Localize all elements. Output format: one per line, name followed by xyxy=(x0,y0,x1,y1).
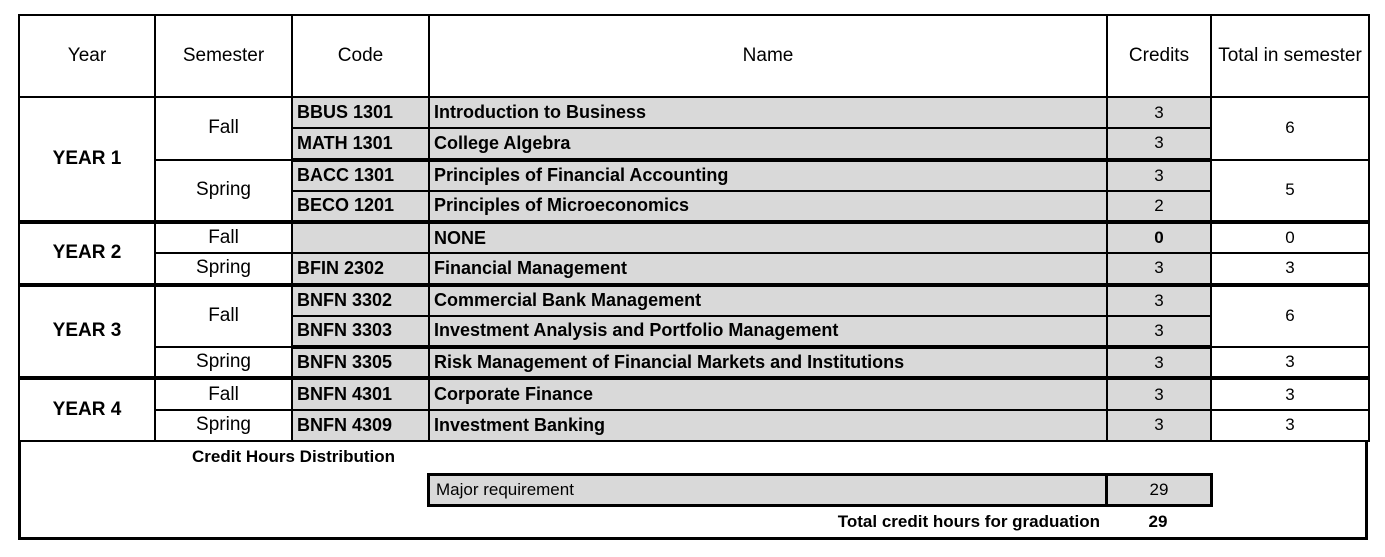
semester-cell: Spring xyxy=(155,347,292,378)
semester-total: 3 xyxy=(1211,347,1369,378)
course-name: Principles of Financial Accounting xyxy=(429,160,1107,191)
course-name: Investment Analysis and Portfolio Management xyxy=(429,316,1107,347)
table-row xyxy=(19,285,1369,316)
course-code: BNFN 3305 xyxy=(292,347,429,378)
course-code: BNFN 4309 xyxy=(292,410,429,441)
semester-total: 3 xyxy=(1211,378,1369,409)
course-name: Corporate Finance xyxy=(429,378,1107,409)
header-semester: Semester xyxy=(155,15,292,97)
year-cell: YEAR 3 xyxy=(19,285,155,379)
table-row xyxy=(19,253,1369,284)
course-code: MATH 1301 xyxy=(292,128,429,159)
course-code: BNFN 3303 xyxy=(292,316,429,347)
course-code xyxy=(292,222,429,253)
course-name: Commercial Bank Management xyxy=(429,285,1107,316)
course-credits: 3 xyxy=(1107,378,1211,409)
course-code: BNFN 3302 xyxy=(292,285,429,316)
semester-cell: Fall xyxy=(155,97,292,160)
header-credits: Credits xyxy=(1107,15,1211,97)
table-row xyxy=(19,222,1369,253)
table-row xyxy=(19,347,1369,378)
semester-total: 3 xyxy=(1211,253,1369,284)
course-credits: 3 xyxy=(1107,410,1211,441)
credit-hours-distribution-title: Credit Hours Distribution xyxy=(192,447,396,466)
major-requirement-value: 29 xyxy=(1108,476,1210,504)
semester-cell: Fall xyxy=(155,285,292,348)
semester-total: 6 xyxy=(1211,285,1369,348)
course-credits: 3 xyxy=(1107,160,1211,191)
year-cell: YEAR 4 xyxy=(19,378,155,441)
course-credits: 2 xyxy=(1107,191,1211,222)
table-row xyxy=(19,378,1369,409)
year-cell: YEAR 1 xyxy=(19,97,155,222)
semester-cell: Fall xyxy=(155,222,292,253)
header-row xyxy=(19,15,1369,97)
course-name: Investment Banking xyxy=(429,410,1107,441)
course-credits: 3 xyxy=(1107,128,1211,159)
table-row xyxy=(19,97,1369,128)
graduation-hours-value: 29 xyxy=(1148,512,1168,531)
course-name: Introduction to Business xyxy=(429,97,1107,128)
header-year: Year xyxy=(19,15,155,97)
semester-total: 0 xyxy=(1211,222,1369,253)
course-credits: 3 xyxy=(1107,97,1211,128)
course-credits: 3 xyxy=(1107,316,1211,347)
course-code: BACC 1301 xyxy=(292,160,429,191)
course-name: Financial Management xyxy=(429,253,1107,284)
course-credits: 3 xyxy=(1107,253,1211,284)
header-total-in-semester: Total in semester xyxy=(1211,15,1369,97)
course-code: BBUS 1301 xyxy=(292,97,429,128)
course-name: Risk Management of Financial Markets and Institutions xyxy=(429,347,1107,378)
year-cell: YEAR 2 xyxy=(19,222,155,285)
major-requirement-label: Major requirement xyxy=(430,476,1108,504)
header-name: Name xyxy=(429,15,1107,97)
course-name: College Algebra xyxy=(429,128,1107,159)
course-credits: 0 xyxy=(1107,222,1211,253)
semester-cell: Spring xyxy=(155,253,292,284)
table-row xyxy=(19,160,1369,191)
course-credits: 3 xyxy=(1107,347,1211,378)
semester-cell: Spring xyxy=(155,410,292,441)
header-code: Code xyxy=(292,15,429,97)
major-requirement-box xyxy=(427,473,1213,507)
semester-cell: Fall xyxy=(155,378,292,409)
table-row xyxy=(19,410,1369,441)
course-name: NONE xyxy=(429,222,1107,253)
course-code: BECO 1201 xyxy=(292,191,429,222)
graduation-hours-label: Total credit hours for graduation xyxy=(837,512,1100,531)
course-credits: 3 xyxy=(1107,285,1211,316)
course-name: Principles of Microeconomics xyxy=(429,191,1107,222)
course-code: BNFN 4301 xyxy=(292,378,429,409)
semester-cell: Spring xyxy=(155,160,292,223)
semester-total: 3 xyxy=(1211,410,1369,441)
semester-total: 6 xyxy=(1211,97,1369,160)
semester-total: 5 xyxy=(1211,160,1369,223)
course-code: BFIN 2302 xyxy=(292,253,429,284)
degree-plan-table xyxy=(18,14,1370,442)
